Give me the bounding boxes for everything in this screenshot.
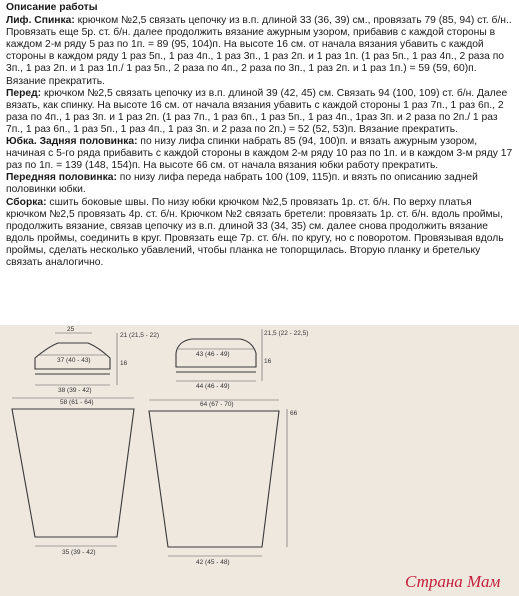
back-bodice-piece [35,326,159,394]
paragraph-label: Лиф. Спинка: [6,15,75,27]
description-text [6,2,514,269]
paragraph-text: крючком №2,5 связать цепочку из в.п. длиной 33 (36, 39) см., провязать 79 (85, 94) ст. б/н.. Провязать еще 5р. ст. б/н. далее продолжить вязание ажурным узором, прибавив с каждой стороны в каждом 2-м ряду 5 раз по 1п. = 89 (95, 104)п. На высоте 16 см. от начала вязания убавить с каждой стороны в каждом ряду 1 раз 5п., 1 раз 4п., 1 раз 3п., 1 раз 2п. и 1 раз 1п. (1 раз 5п., 1 раз 4п., 2 раза по 3п., 1 раз 2п. и 1 раз 1п./ 1 раз 5п., 2 раза по 4п., 2 раза по 3п., 1 раз 2п. и 1 раз 1п.) = 59 (59, 60)п. Вязание прекратить. [6,15,512,87]
paragraph-label: Перед: [6,87,42,99]
paragraph-back [6,15,514,88]
paragraph-label: Юбка. Задняя половинка: [6,136,138,148]
back-bodice-height-b-label: 16 [120,360,128,367]
back-bodice-mid-label: 37 (40 - 43) [57,357,91,364]
paragraph-label: Передняя половинка: [6,172,117,184]
back-bodice-bottom-label: 38 (39 - 42) [58,387,92,394]
front-skirt-bottom-label: 42 (45 - 48) [196,559,230,566]
back-skirt-outline [12,409,134,537]
skirt-height-label: 66 [290,410,298,417]
paragraph-text: по низу лифа спинки набрать 85 (94, 100)п. и вязать ажурным узором, начиная с 5-го ряда прибавить с каждой стороны в каждом 2-м ряду 10 раз по 1п. и в каждом 3-м ряду 17 раз по 1п. = 139 (148, 154)п. На высоте 66 см. от начала вязания юбки работу прекратить. [6,136,513,172]
back-skirt-piece [12,398,134,556]
paragraph-text: сшить боковые швы. По низу юбки крючком №2,5 провязать 1р. ст. б/н. По верху платья крючком №2,5 провязать 4р. ст. б/н. Крючком №2 связать бретели: провязать 1р. ст. б/н. вдоль проймы, продолжить вязание, связав цепочку из в.п. длиной 33 (34, 35) см. далее снова продолжить вязание вдоль проймы, соединить в круг. Провязать еще 7р. ст. б/н. по кругу, но с поворотом. Провязывая вдоль проймы, сделать несколько убавлений, чтобы планка не топорщилась. Вторую планку и бретельку связать аналогично. [6,196,504,268]
back-bodice-top-label: 25 [67,326,75,333]
back-skirt-top-label: 58 (61 - 64) [60,399,94,406]
back-bodice-outline [35,343,110,369]
front-skirt-top-label: 64 (67 - 70) [200,401,234,408]
front-skirt-piece [149,400,298,566]
back-skirt-bottom-label: 35 (39 - 42) [62,549,96,556]
pattern-scheme-drawing [0,325,519,596]
front-bodice-piece [176,329,308,390]
back-bodice-height-a-label: 21 (21,5 - 22) [120,332,160,339]
paragraph-assembly [6,197,514,270]
front-bodice-height-b-label: 16 [264,358,272,365]
front-bodice-top-label: 43 (46 - 49) [196,351,230,358]
paragraph-front [6,88,514,136]
paragraph-skirt-back [6,136,514,172]
front-bodice-bottom-label: 44 (46 - 49) [196,383,230,390]
paragraph-text: крючком №2,5 связать цепочку из в.п. длиной 39 (42, 45) см. Связать 94 (100, 109) ст. б/н. Далее вязать, как спинку. На высоте 16 см. от начала вязания убавить с каждой стороны 1 раз 7п., 1 раз 6п., 2 раза по 4п., 1 раз 3п. и 1 раз 2п. (1 раз 7п., 1 раз 6п., 1 раз 5п., 1 раз 4п., 1раз 3п. и 2 раза по 2п./ 1 раз 7п., 1 раз 6п., 1 раз 5п., 1 раз 4п., 1 раз 3п. и 2 раза по 2п.) = 52 (52, 53)п. Вязание прекратить. [6,87,508,135]
site-watermark: Страна Мам [405,572,501,591]
paragraph-text: по низу лифа переда набрать 100 (109, 115)п. и вязть по описанию задней половинки юбки. [6,172,478,196]
description-heading: Описание работы [6,2,98,13]
front-bodice-height-a-label: 21,5 (22 - 22,5) [264,330,309,337]
pattern-scheme [0,325,519,596]
front-skirt-outline [149,411,279,547]
paragraph-label: Сборка: [6,196,47,208]
paragraph-skirt-front [6,172,514,196]
